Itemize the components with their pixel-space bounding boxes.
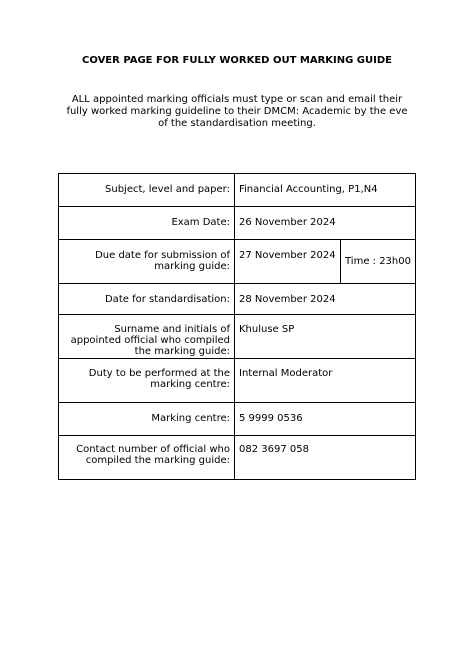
standardisation-date-label: Date for standardisation: [59,284,235,315]
standardisation-date-value: 28 November 2024 [235,284,416,315]
table-row-marking-centre [59,403,416,436]
table-row-contact-number [59,436,416,480]
due-date-label: Due date for submission of marking guide: [59,240,235,284]
marking-centre-label: Marking centre: [59,403,235,436]
exam-date-value: 26 November 2024 [235,207,416,240]
subject-label: Subject, level and paper: [59,174,235,207]
contact-number-label: Contact number of official who compiled the marking guide: [59,436,235,480]
instructions-paragraph: ALL appointed marking officials must type or scan and email their fully worked marking guideline to their DMCM: Academic by the eve of the standardisation meeting. [66,94,408,129]
official-name-value: Khuluse SP [235,315,416,359]
table-row-official-name [59,315,416,359]
page-title: COVER PAGE FOR FULLY WORKED OUT MARKING GUIDE [82,55,392,66]
duty-label: Duty to be performed at the marking centre: [59,359,235,403]
marking-centre-value: 5 9999 0536 [235,403,416,436]
subject-value: Financial Accounting, P1,N4 [235,174,416,207]
due-date-value: 27 November 2024 [235,240,341,284]
contact-number-value: 082 3697 058 [235,436,416,480]
exam-date-label: Exam Date: [59,207,235,240]
duty-value: Internal Moderator [235,359,416,403]
due-time-value: Time : 23h00 [341,240,416,284]
marking-guide-details-table [58,173,416,480]
table-row-standardisation-date [59,284,416,315]
official-name-label: Surname and initials of appointed official who compiled the marking guide: [59,315,235,359]
table-row-exam-date [59,207,416,240]
table-row-duty [59,359,416,403]
table-row-due-date [59,240,416,284]
table-row-subject [59,174,416,207]
